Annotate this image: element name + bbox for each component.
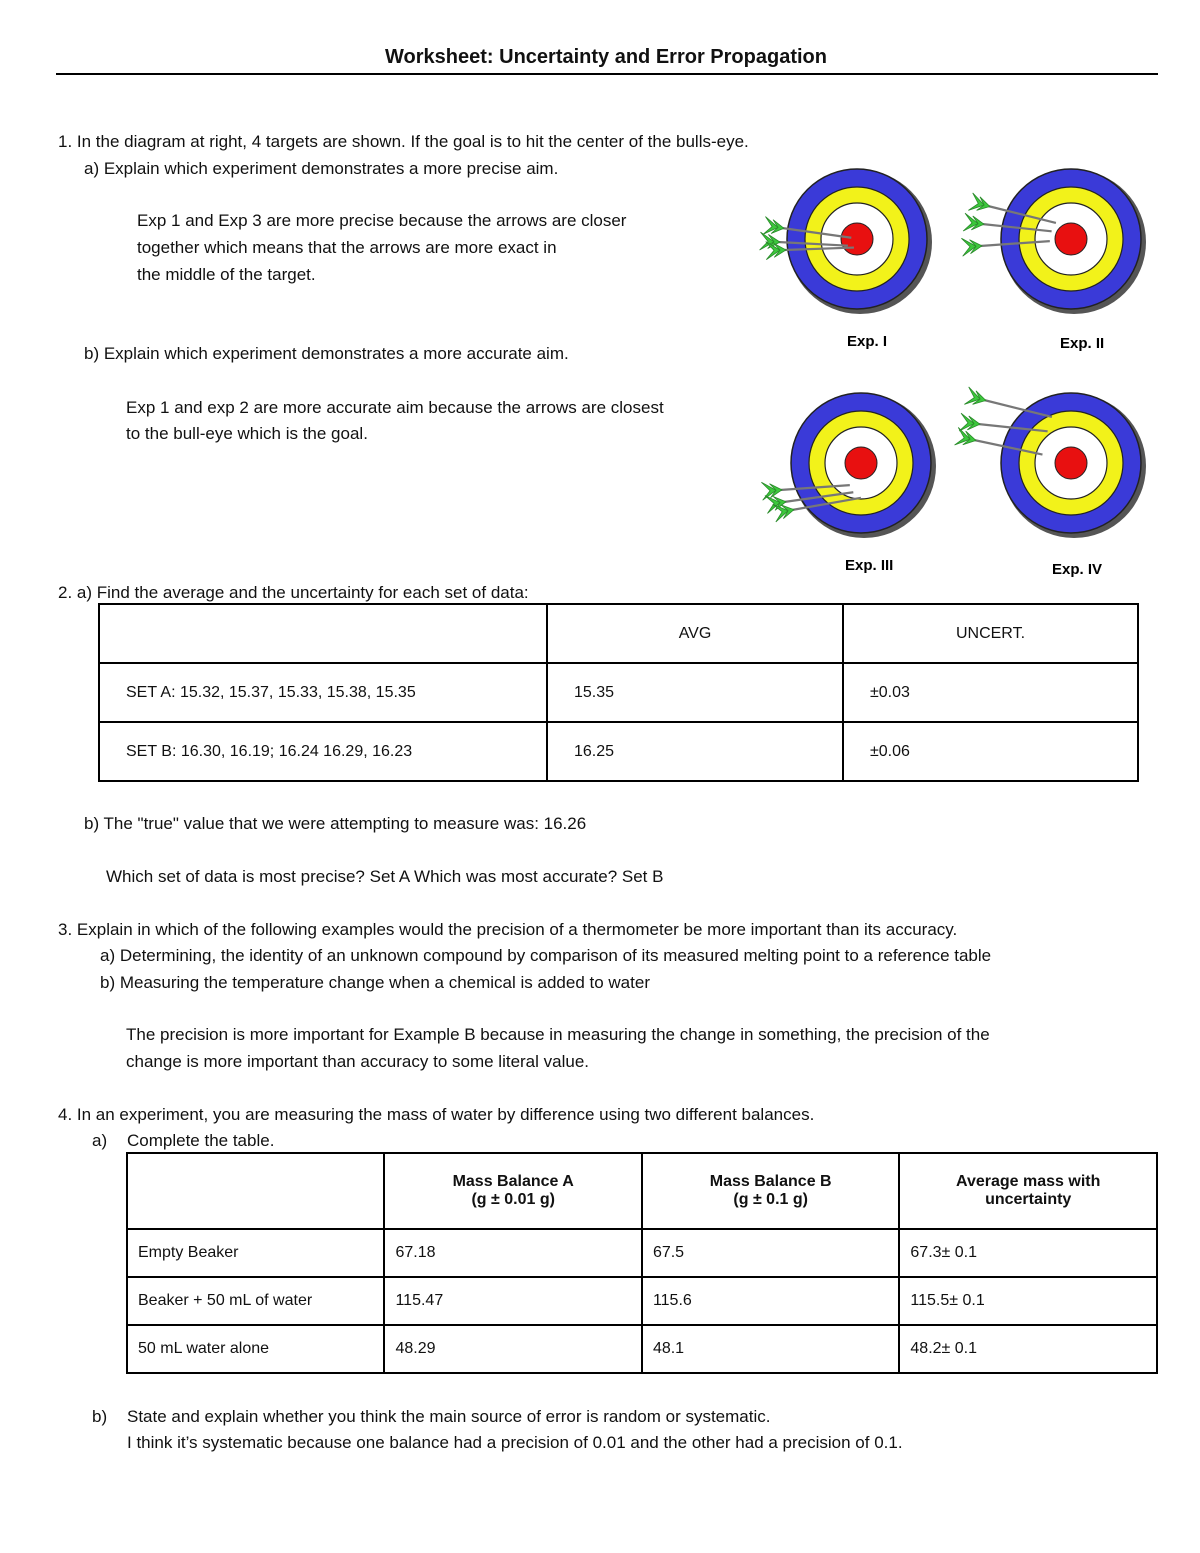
table-header-cell <box>99 604 547 663</box>
table-row <box>127 1325 1157 1373</box>
q1-a-prompt: a) Explain which experiment demonstrates a more precise aim. <box>84 159 559 178</box>
q4-a-prompt: Complete the table. <box>127 1131 275 1150</box>
q1-b-answer-line: to the bull-eye which is the goal. <box>126 424 368 443</box>
q1-a-answer-line: together which means that the arrows are more exact in <box>137 238 557 257</box>
target-label: Exp. II <box>1060 335 1105 352</box>
q2-prompt: 2. a) Find the average and the uncertainty for each set of data: <box>58 583 529 602</box>
q1-b-prompt: b) Explain which experiment demonstrates a more accurate aim. <box>84 344 569 363</box>
q2-table <box>98 603 1139 782</box>
table-cell: 67.18 <box>384 1229 641 1277</box>
q1-a-answer-line: the middle of the target. <box>137 265 316 284</box>
q2-b-prompt: b) The "true" value that we were attempting to measure was: 16.26 <box>84 814 587 833</box>
target-label: Exp. IV <box>1052 561 1103 578</box>
table-cell: 16.25 <box>547 722 843 781</box>
table-cell: 115.5± 0.1 <box>899 1277 1157 1325</box>
table-cell: SET B: 16.30, 16.19; 16.24 16.29, 16.23 <box>99 722 547 781</box>
q2-b-answer: Which set of data is most precise? Set A Which was most accurate? Set B <box>106 867 664 886</box>
table-header-row <box>127 1153 1157 1229</box>
q4-table <box>126 1152 1158 1374</box>
q3-answer-line: The precision is more important for Example B because in measuring the change in something, the precision of the <box>126 1025 990 1044</box>
target-label: Exp. III <box>845 557 894 574</box>
q3-answer-line: change is more important than accuracy to some literal value. <box>126 1052 590 1071</box>
table-cell: 15.35 <box>547 663 843 722</box>
target-exp-1 <box>760 169 932 314</box>
table-header-cell: AVG <box>547 604 843 663</box>
q3-prompt: 3. Explain in which of the following examples would the precision of a thermometer be more important than its accuracy. <box>58 920 958 939</box>
q4-b-answer: I think it’s systematic because one balance had a precision of 0.01 and the other had a precision of 0.1. <box>127 1433 903 1452</box>
table-header-cell: UNCERT. <box>843 604 1138 663</box>
table-cell: SET A: 15.32, 15.37, 15.33, 15.38, 15.35 <box>99 663 547 722</box>
table-row <box>127 1229 1157 1277</box>
table-header-cell <box>127 1153 384 1229</box>
table-row <box>99 722 1138 781</box>
q4-b-prompt: State and explain whether you think the main source of error is random or systematic. <box>127 1407 771 1426</box>
table-cell: 115.6 <box>642 1277 899 1325</box>
target-exp-4 <box>955 387 1146 538</box>
table-row <box>127 1277 1157 1325</box>
table-cell: 67.5 <box>642 1229 899 1277</box>
table-cell: 48.2± 0.1 <box>899 1325 1157 1373</box>
page-title: Worksheet: Uncertainty and Error Propagation <box>385 46 827 68</box>
table-cell: 48.1 <box>642 1325 899 1373</box>
q1-b-answer-line: Exp 1 and exp 2 are more accurate aim because the arrows are closest <box>126 398 664 417</box>
table-cell: 48.29 <box>384 1325 641 1373</box>
table-cell: Beaker + 50 mL of water <box>127 1277 384 1325</box>
table-header-cell: Mass Balance A (g ± 0.01 g) <box>384 1153 641 1229</box>
q1-prompt: 1. In the diagram at right, 4 targets are shown. If the goal is to hit the center of the bulls-eye. <box>58 132 749 151</box>
table-header-row <box>99 604 1138 663</box>
table-cell: ±0.03 <box>843 663 1138 722</box>
table-cell: 67.3± 0.1 <box>899 1229 1157 1277</box>
target-exp-2 <box>961 169 1146 314</box>
table-cell: 115.47 <box>384 1277 641 1325</box>
table-cell: ±0.06 <box>843 722 1138 781</box>
table-cell: 50 mL water alone <box>127 1325 384 1373</box>
q4-a-label: a) <box>92 1131 108 1150</box>
table-row <box>99 663 1138 722</box>
q3-option-b: b) Measuring the temperature change when a chemical is added to water <box>100 973 650 992</box>
q1-a-answer-line: Exp 1 and Exp 3 are more precise because the arrows are closer <box>137 211 627 230</box>
title-rule <box>56 73 1158 75</box>
q4-b-label: b) <box>92 1407 108 1426</box>
table-cell: Empty Beaker <box>127 1229 384 1277</box>
target-exp-3 <box>761 393 936 538</box>
table-header-cell: Average mass with uncertainty <box>899 1153 1157 1229</box>
table-header-cell: Mass Balance B (g ± 0.1 g) <box>642 1153 899 1229</box>
targets-diagram <box>752 158 1157 588</box>
q4-prompt: 4. In an experiment, you are measuring the mass of water by difference using two different balances. <box>58 1105 815 1124</box>
q3-option-a: a) Determining, the identity of an unknown compound by comparison of its measured melting point to a reference table <box>100 946 992 965</box>
target-label: Exp. I <box>847 333 888 350</box>
